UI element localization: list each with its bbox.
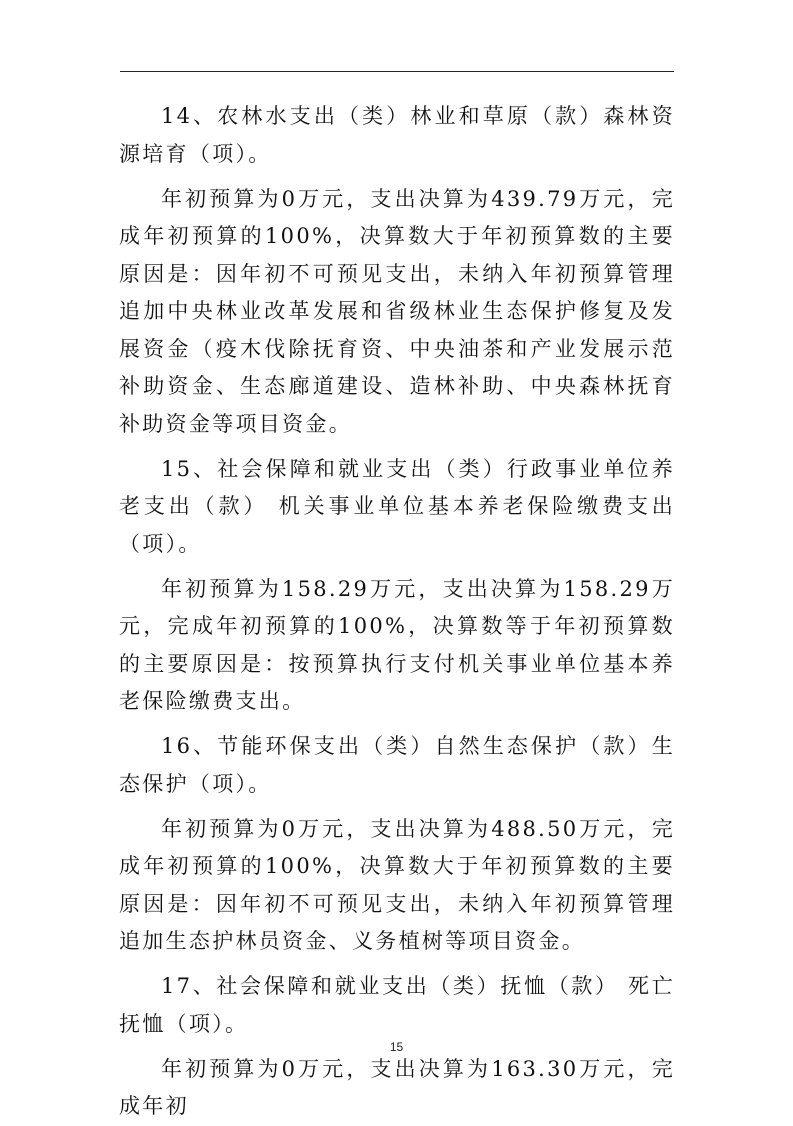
item-16-heading: 16、节能环保支出（类）自然生态保护（款）生态保护（项）。	[119, 734, 675, 796]
header-rule	[120, 71, 674, 72]
item-17-explanation: 年初预算为0万元，支出决算为163.30万元，完成年初	[119, 1056, 675, 1118]
item-14-explanation: 年初预算为0万元，支出决算为439.79万元，完成年初预算的100%，决算数大于年初预算数的主要原因是：因年初不可预见支出，未纳入年初预算管理追加中央林业改革发展和省级林业生态保护修复及发展资金（疫木伐除抚育资、中央油茶和产业发展示范补助资金、生态廊道建设、造林补助、中央森林抚育补助资金等项目资金。	[119, 186, 675, 436]
item-15-explanation: 年初预算为158.29万元，支出决算为158.29万元，完成年初预算的100%，决算数等于年初预算数的主要原因是：按预算执行支付机关事业单位基本养老保险缴费支出。	[119, 576, 675, 713]
item-17-heading: 17、社会保障和就业支出（类）抚恤（款） 死亡抚恤（项）。	[119, 974, 675, 1036]
page-number: 15	[389, 1040, 404, 1054]
item-15-heading: 15、社会保障和就业支出（类）行政事业单位养老支出（款） 机关事业单位基本养老保险缴费支出（项）。	[119, 456, 675, 556]
item-14-heading: 14、农林水支出（类）林业和草原（款）森林资源培育（项）。	[119, 104, 675, 166]
item-16-explanation: 年初预算为0万元，支出决算为488.50万元，完成年初预算的100%，决算数大于年初预算数的主要原因是：因年初不可预见支出，未纳入年初预算管理追加生态护林员资金、义务植树等项目资金。	[119, 816, 675, 953]
document-body	[119, 98, 675, 1126]
